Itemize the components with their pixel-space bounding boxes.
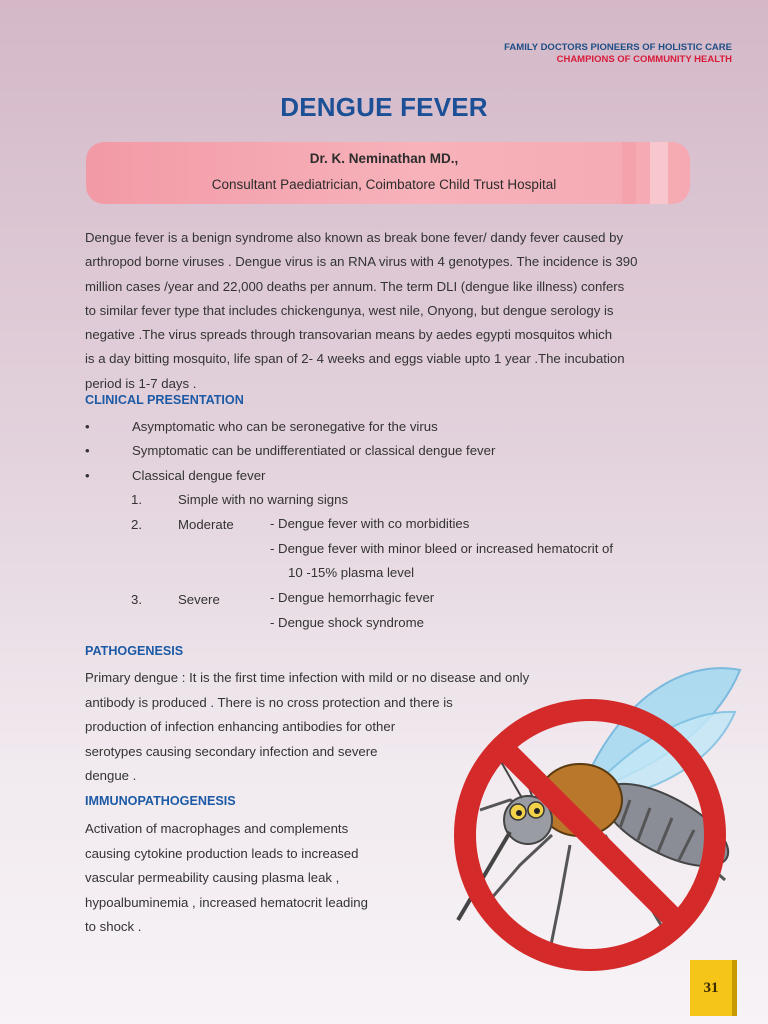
intro-line: to similar fever type that includes chickengunya, west nile, Onyong, but dengue serology is xyxy=(85,302,614,318)
immunopathogenesis-line: to shock . xyxy=(85,919,142,934)
item-detail: - Dengue hemorrhagic fever xyxy=(270,590,435,605)
bullet-icon: • xyxy=(85,443,90,458)
page-title: DENGUE FEVER xyxy=(280,92,488,122)
item-number: 2. xyxy=(131,517,142,532)
item-number: 1. xyxy=(131,492,142,507)
header-tagline xyxy=(504,42,732,66)
intro-line: million cases /year and 22,000 deaths per annum. The term DLI (dengue like illness) confers xyxy=(85,278,625,294)
bullet-icon: • xyxy=(85,468,90,483)
list-item-text: Classical dengue fever xyxy=(132,468,266,483)
immunopathogenesis-line: causing cytokine production leads to increased xyxy=(85,845,359,861)
immunopathogenesis-line: vascular permeability causing plasma leak , xyxy=(85,870,340,885)
item-detail: 10 -15% plasma level xyxy=(288,565,415,580)
pathogenesis-line: serotypes causing secondary infection and severe xyxy=(85,743,378,759)
intro-line: period is 1-7 days . xyxy=(85,375,197,391)
pathogenesis-line: production of infection enhancing antibodies for other xyxy=(85,719,396,734)
no-mosquito-sign-icon xyxy=(440,650,750,980)
immunopathogenesis-line: hypoalbuminemia , increased hematocrit leading xyxy=(85,894,368,910)
intro-paragraph xyxy=(85,226,693,396)
header-line-1: FAMILY DOCTORS PIONEERS OF HOLISTIC CARE xyxy=(504,42,732,53)
item-number: 3. xyxy=(131,592,142,607)
immunopathogenesis-heading: IMMUNOPATHOGENESIS xyxy=(85,794,236,808)
author-role: Consultant Paediatrician, Coimbatore Child Trust Hospital xyxy=(211,177,557,192)
pathogenesis-line: dengue . xyxy=(85,768,137,783)
intro-line: arthropod borne viruses . Dengue virus is an RNA virus with 4 genotypes. The incidence is 390 xyxy=(85,254,638,270)
header-line-2: CHAMPIONS OF COMMUNITY HEALTH xyxy=(556,54,732,65)
intro-line: is a day bitting mosquito, life span of 2- 4 weeks and eggs viable upto 1 year .The incubation xyxy=(85,351,625,367)
item-label: Moderate xyxy=(178,517,234,532)
pathogenesis-heading: PATHOGENESIS xyxy=(85,644,184,658)
clinical-presentation-heading: CLINICAL PRESENTATION xyxy=(85,393,244,407)
pathogenesis-line: antibody is produced . There is no cross protection and there is xyxy=(85,694,453,710)
bullet-icon: • xyxy=(85,419,90,434)
item-detail: - Dengue shock syndrome xyxy=(270,615,424,630)
page-number: 31 xyxy=(690,960,732,1016)
item-label: Simple with no warning signs xyxy=(178,492,349,507)
pathogenesis-line: Primary dengue : It is the first time infection with mild or no disease and only xyxy=(85,670,530,685)
author-name: Dr. K. Neminathan MD., xyxy=(309,151,459,166)
intro-line: negative .The virus spreads through transovarian means by aedes egypti mosquitos which xyxy=(85,327,613,343)
list-item-text: Symptomatic can be undifferentiated or classical dengue fever xyxy=(132,443,496,458)
item-detail: - Dengue fever with co morbidities xyxy=(270,516,470,531)
immunopathogenesis-line: Activation of macrophages and complements xyxy=(85,821,349,836)
item-label: Severe xyxy=(178,592,220,607)
intro-line: Dengue fever is a benign syndrome also known as break bone fever/ dandy fever caused by xyxy=(85,230,624,245)
list-item-text: Asymptomatic who can be seronegative for the virus xyxy=(132,419,438,434)
item-detail: - Dengue fever with minor bleed or increased hematocrit of xyxy=(270,541,614,556)
immunopathogenesis-paragraph xyxy=(85,817,368,940)
